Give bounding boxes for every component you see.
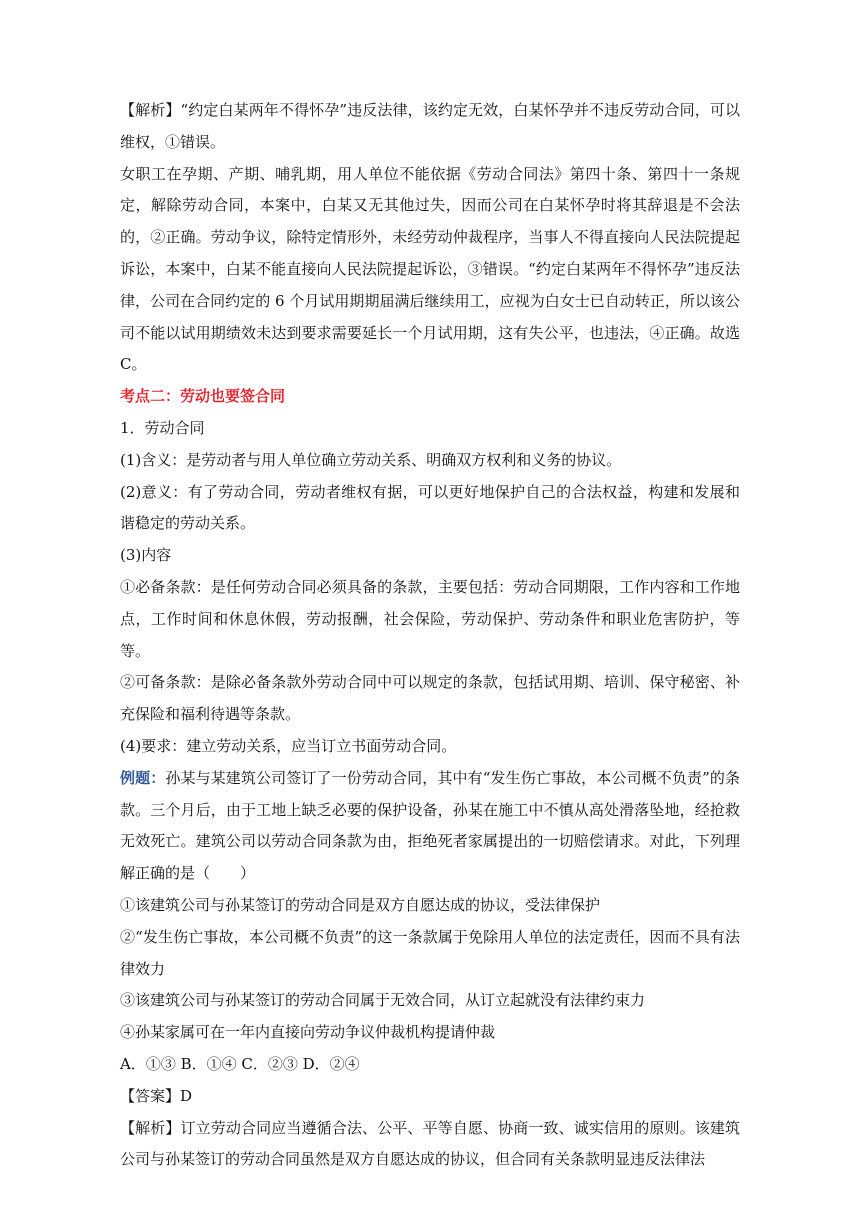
required-clause-paragraph: ①必备条款：是任何劳动合同必须具备的条款，主要包括：劳动合同期限，工作内容和工作地点，工作时间和休息休假，劳动报酬，社会保险，劳动保护、劳动条件和职业危害防护，等等。 <box>120 577 740 660</box>
analysis-label: 【解析】 <box>120 101 181 119</box>
answer-label: 【答案】 <box>120 1086 181 1105</box>
requirement-paragraph: (4)要求：建立劳动关系，应当订立书面劳动合同。 <box>120 736 457 755</box>
significance-paragraph: (2)意义：有了劳动合同，劳动者维权有据，可以更好地保护自己的合法权益，构建和发展和谐稳定的劳动关系。 <box>120 482 740 533</box>
analysis-paragraph <box>120 95 740 159</box>
option-3: ③该建筑公司与孙某签订的劳动合同属于无效合同，从订立起就没有法律约束力 <box>120 991 646 1010</box>
optional-clause-paragraph: ②可备条款：是除必备条款外劳动合同中可以规定的条款，包括试用期、培训、保守秘密、补充保险和福利待遇等条款。 <box>120 673 740 724</box>
example-analysis-label: 【解析】 <box>120 1118 181 1137</box>
answer-value: D <box>180 1086 193 1105</box>
example-question <box>120 763 740 890</box>
answer-line <box>120 1081 740 1113</box>
example-label: 例题： <box>120 768 166 787</box>
example-question-text: 孙某与某建筑公司签订了一份劳动合同，其中有“发生伤亡事故，本公司概不负责”的条款。三个月后，由于工地上缺乏必要的保护设备，孙某在施工中不慎从高处滑落坠地，经抢救无效死亡。建筑公司以劳动合同条款为由，拒绝死者家属提出的一切赔偿请求。对此，下列理解正确的是（ ） <box>120 768 740 883</box>
section-heading: 考点二：劳动也要签合同 <box>120 387 286 406</box>
option-1: ①该建筑公司与孙某签订的劳动合同是双方自愿达成的协议，受法律保护 <box>120 895 601 914</box>
meaning-paragraph: (1)含义：是劳动者与用人单位确立劳动关系、明确双方权利和义务的协议。 <box>120 450 622 469</box>
answer-choices: A．①③ B．①④ C．②③ D．②④ <box>120 1054 360 1073</box>
content-paragraph: (3)内容 <box>120 546 172 565</box>
example-analysis-text: 订立劳动合同应当遵循合法、公平、平等自愿、协商一致、诚实信用的原则。该建筑公司与孙某签订的劳动合同虽然是双方自愿达成的协议，但合同有关条款明显违反法律法 <box>120 1118 740 1169</box>
analysis-continuation: 女职工在孕期、产期、哺乳期，用人单位不能依据《劳动合同法》第四十条、第四十一条规定，解除劳动合同，本案中，白某又无其他过失，因而公司在白某怀孕时将其辞退是不会法的，②正确。劳动争议，除特定情形外，未经劳动仲裁程序，当事人不得直接向人民法院提起诉讼，本案中，白某不能直接向人民法院提起诉讼，③错误。“约定白某两年不得怀孕”违反法律，公司在合同约定的 6 个月试用期期届满后继续用工，应视为白女士已自动转正，所以该公司不能以试用期绩效未达到要求需要延长一个月试用期，这有失公平，也违法，④正确。故选 C。 <box>120 164 740 374</box>
option-4: ④孙某家属可在一年内直接向劳动争议仲裁机构提请仲裁 <box>120 1023 496 1042</box>
document-page <box>120 95 740 1176</box>
item-title: 1．劳动合同 <box>120 418 205 437</box>
example-analysis <box>120 1113 740 1177</box>
analysis-text: “约定白某两年不得怀孕”违反法律，该约定无效，白某怀孕并不违反劳动合同，可以维权，①错误。 <box>120 101 740 151</box>
option-2: ②“发生伤亡事故，本公司概不负责”的这一条款属于免除用人单位的法定责任，因而不具有法律效力 <box>120 927 740 978</box>
